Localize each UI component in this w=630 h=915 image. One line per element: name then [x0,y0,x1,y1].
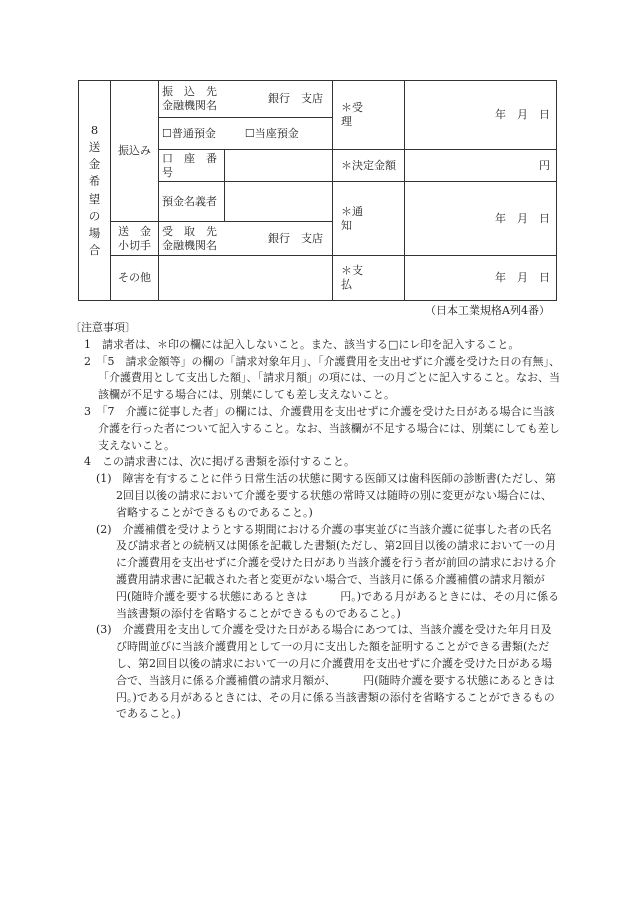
payment-label: ＊支 払 [333,256,405,301]
section-title-char: 望 [88,191,101,206]
notes-header: 〔注意事項〕 [70,321,136,334]
furikomi-label: 振込み [111,81,159,222]
recv-label-1: 受 取 先 [162,224,217,238]
recv-branch-text: 銀行 支店 [268,231,323,245]
notice-label: ＊通 知 [333,182,405,256]
notes-section [70,320,588,723]
paper-standard-note: （日本工業規格A列4番） [425,304,550,317]
note-subitem-1: (1) 障害を有することに伴う日常生活の状態に関する医師又は歯科医師の診断書(ただし、第2回目以後の請求において介護を要する状態の常時又は随時の別に変更がない場合には、省略することができるものであること。) [96,472,556,519]
bank-dest-label-1: 振 込 先 [162,85,217,99]
note-item-2: 2 「5 請求金額等」の欄の「請求対象年月」、「介護費用を支出せずに介護を受けた日の有無」、「介護費用として支出した額」、「請求月額」の項には、一の月ごとに記入すること。なお、当該欄が不足する場合には、別葉にしても差し支えないこと。 [84,354,560,402]
payment-date-field[interactable]: 年 月 日 [405,256,557,301]
note-subitem-2: (2) 介護補償を受けようとする期間における介護の事実並びに当該介護に従事した者の氏名及び請求者との続柄又は関係を記載した書類(ただし、第2回目以後の請求において一の月に介護費用を支出せずに介護を受けた日があり当該介護を行う者が前回の請求における介護費用請求書に記載された者と変更がない場合で、当該月に係る介護補償の請求月額が 円(随時介護を要する状態にあるときは 円。)である月があるときには、その月に係る当該書類の添付を省略することができるものであること。) [96,522,578,620]
section-title-char: の [88,208,101,223]
section-8-label [79,81,111,301]
account-type-futsu-label: 普通預金 [171,126,216,140]
bank-dest-label-2: 金融機関名 [162,99,217,112]
decided-amount-field[interactable]: 円 [405,150,557,182]
section-title-char: 場 [88,226,101,240]
received-label: ＊受 理 [333,81,405,150]
note-item-4: 4 この請求書には、次に掲げる書類を添付すること。 [84,455,355,469]
notice-date-field[interactable]: 年 月 日 [405,182,557,256]
other-label: その他 [111,256,159,301]
account-holder-label: 預金名義者 [159,182,225,222]
account-number-field[interactable] [225,150,333,182]
other-field[interactable] [159,256,333,301]
section-title-char: 送 [88,139,101,154]
received-date-field[interactable]: 年 月 日 [405,81,557,150]
checkbox-toza[interactable]: ☐ [244,126,255,140]
check-label-1: 送 金 [118,224,151,238]
recv-label-2: 金融機関名 [162,238,217,252]
account-type-toza-label: 当座預金 [254,126,299,140]
section-title-char: 金 [88,157,101,171]
remittance-form-table [78,80,557,301]
decided-amount-label: ＊決定金額 [333,150,405,182]
check-label [111,222,159,256]
account-holder-field[interactable] [225,182,333,222]
section-title-char: 希 [88,174,101,189]
note-item-3: 3 「7 介護に従事した者」の欄には、介護費用を支出せずに介護を受けた日がある場合に当該介護を行った者について記入すること。なお、当該欄が不足する場合には、別葉にしても差し支えないこと。 [84,404,560,452]
account-number-label: 口 座 番 号 [159,150,225,182]
note-subitem-3: (3) 介護費用を支出して介護を受けた日がある場合にあつては、当該介護を受けた年月日及び時間並びに当該介護費用として一の月に支出した額を証明することができる書類(ただし、第2回目以後の請求において一の月に介護費用を支出せずに介護を受けた日がある場合で、当該月に係る介護補償の請求月額が、 円(随時介護を要する状態にあるときは 円。)である月があるときには、その月に係る当該書類の添付を省略することができるものであること。) [96,623,588,721]
receiving-bank-cell[interactable] [159,222,333,256]
checkbox-futsu[interactable]: ☐ [162,126,172,140]
section-number: 8 [90,122,99,137]
bank-destination-cell[interactable] [159,81,333,118]
section-title-char: 合 [88,243,101,258]
account-type-cell [159,118,333,150]
bank-branch-text: 銀行 支店 [268,92,323,106]
check-label-2: 小切手 [118,238,151,252]
note-item-1: 1 請求者は、＊印の欄には記入しないこと。また、該当する□にレ印を記入すること。 [84,337,520,351]
